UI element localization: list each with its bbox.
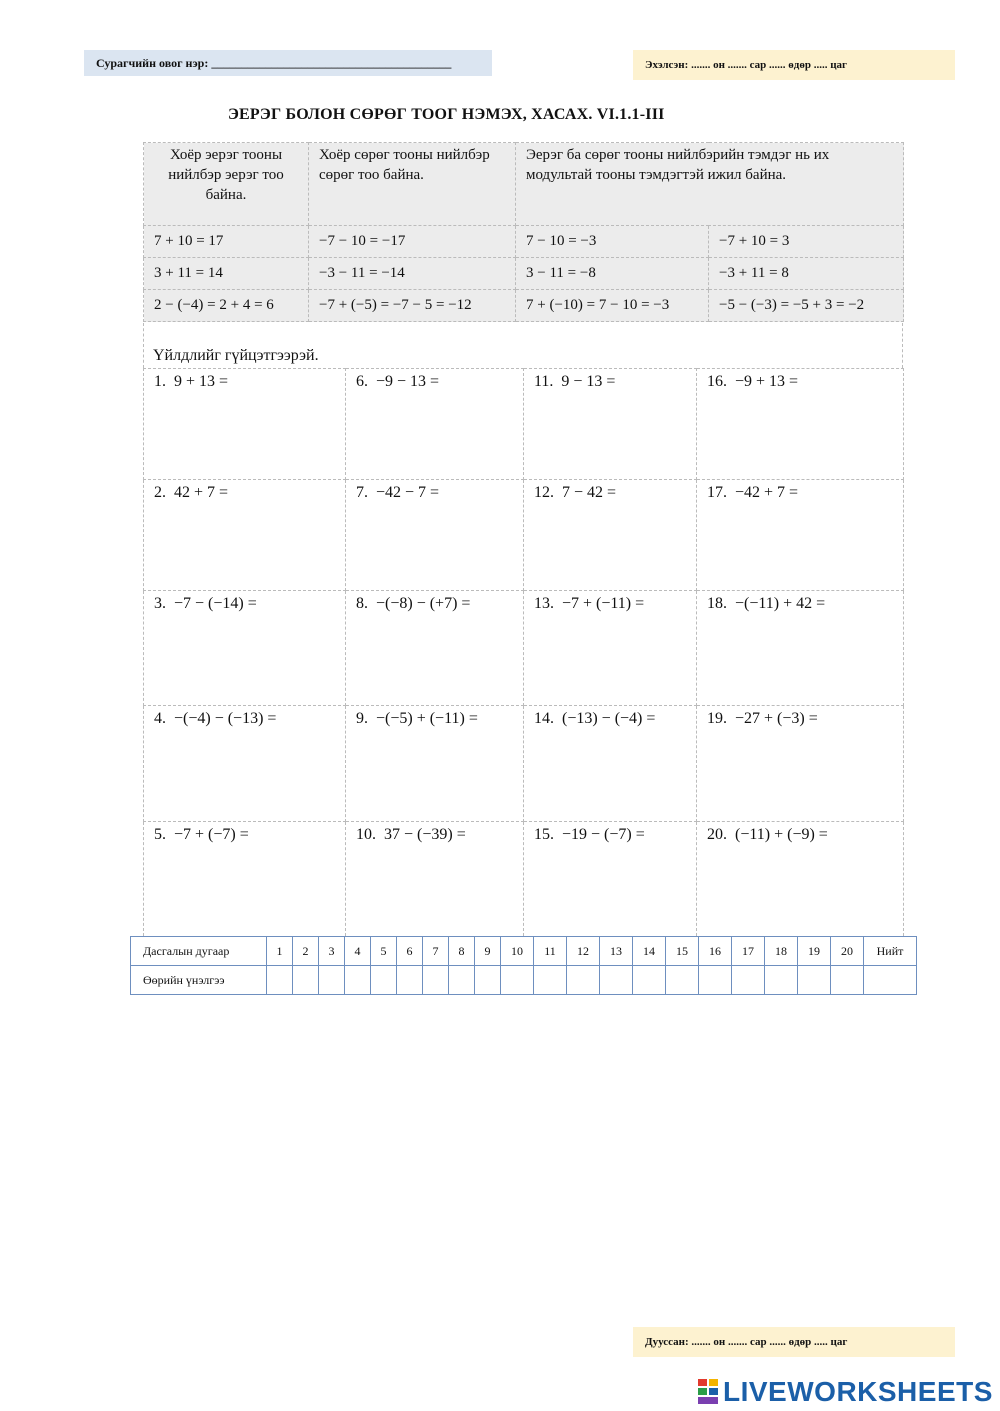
exercise-expression: −(−5) + (−11) = — [376, 710, 478, 727]
exercise-cell[interactable] — [346, 369, 524, 480]
exercise-row — [144, 591, 904, 706]
exercise-expression: −7 + (−11) = — [562, 595, 645, 612]
example-cell: 7 − 10 = −3 — [516, 226, 709, 258]
start-time-box — [633, 50, 955, 80]
student-name-field — [84, 50, 492, 76]
exercise-row — [144, 480, 904, 591]
exercise-number: 4. — [154, 710, 166, 727]
self-assessment-input-cell[interactable] — [666, 966, 699, 995]
end-time-box — [633, 1327, 955, 1357]
exercise-number: 5. — [154, 826, 166, 843]
exercise-expression: (−13) − (−4) = — [562, 710, 656, 727]
exercise-cell[interactable] — [144, 369, 346, 480]
exercise-number-cell: 17 — [732, 937, 765, 966]
self-assessment-table — [130, 936, 917, 995]
exercise-number-cell: 1 — [267, 937, 293, 966]
exercise-cell[interactable] — [697, 706, 904, 822]
example-cell: −7 + 10 = 3 — [709, 226, 904, 258]
exercise-cell[interactable] — [144, 706, 346, 822]
exercise-number: 11. — [534, 373, 554, 390]
exercise-row — [144, 706, 904, 822]
exercise-number: 16. — [707, 373, 727, 390]
exercise-number: 6. — [356, 373, 368, 390]
exercise-number: 15. — [534, 826, 554, 843]
self-assessment-input-cell[interactable] — [534, 966, 567, 995]
exercise-number: 13. — [534, 595, 554, 612]
exercise-expression: −7 − (−14) = — [174, 595, 257, 612]
exercise-number: 18. — [707, 595, 727, 612]
example-cell: 3 − 11 = −8 — [516, 258, 709, 290]
example-cell: 2 − (−4) = 2 + 4 = 6 — [144, 290, 309, 322]
exercise-number: 10. — [356, 826, 376, 843]
exercise-number-cell: 20 — [831, 937, 864, 966]
self-assessment-input-cell[interactable] — [699, 966, 732, 995]
exercise-expression: 42 + 7 = — [174, 484, 229, 501]
logo-text: LIVEWORKSHEETS — [723, 1376, 993, 1407]
exercise-number: 19. — [707, 710, 727, 727]
exercise-number-cell: 11 — [534, 937, 567, 966]
self-assessment-input-cell[interactable] — [423, 966, 449, 995]
exercise-expression: 9 − 13 = — [561, 373, 616, 390]
exercise-expression: −19 − (−7) = — [562, 826, 645, 843]
student-name-label: Сурагчийн овог нэр: ________________________________________ — [96, 56, 452, 70]
rules-table — [143, 142, 904, 322]
self-assessment-input-cell[interactable] — [319, 966, 345, 995]
self-assessment-input-cell[interactable] — [765, 966, 798, 995]
exercise-expression: −(−11) + 42 = — [735, 595, 826, 612]
exercise-row — [144, 822, 904, 936]
exercise-expression: −7 + (−7) = — [174, 826, 249, 843]
self-assessment-input-cell[interactable] — [501, 966, 534, 995]
exercise-cell[interactable] — [144, 822, 346, 936]
example-cell: 7 + 10 = 17 — [144, 226, 309, 258]
logo-icon — [698, 1379, 720, 1405]
self-assessment-input-cell[interactable] — [371, 966, 397, 995]
rule-mixed-sum: Эерэг ба сөрөг тооны нийлбэрийн тэмдэг нь их модультай тооны тэмдэгтэй ижил байна. — [516, 143, 904, 226]
exercise-expression: −27 + (−3) = — [735, 710, 818, 727]
self-assessment-input-cell[interactable] — [864, 966, 917, 995]
example-cell: −3 − 11 = −14 — [309, 258, 516, 290]
self-assessment-label: Өөрийн үнэлгээ — [131, 966, 267, 995]
example-row — [144, 258, 904, 290]
self-assessment-input-cell[interactable] — [567, 966, 600, 995]
exercise-number: 14. — [534, 710, 554, 727]
exercise-number-cell: Нийт — [864, 937, 917, 966]
exercise-number: 3. — [154, 595, 166, 612]
exercise-number-cell: 7 — [423, 937, 449, 966]
page-title: ЭЕРЭГ БОЛОН СӨРӨГ ТООГ НЭМЭХ, ХАСАХ. VI.1.1-III — [228, 106, 665, 123]
exercise-number: 2. — [154, 484, 166, 501]
exercise-expression: 37 − (−39) = — [384, 826, 466, 843]
exercise-expression: 7 − 42 = — [562, 484, 617, 501]
exercise-expression: −42 − 7 = — [376, 484, 440, 501]
exercise-expression: (−11) + (−9) = — [735, 826, 828, 843]
exercise-number: 7. — [356, 484, 368, 501]
exercise-number-cell: 12 — [567, 937, 600, 966]
exercise-cell[interactable] — [144, 480, 346, 591]
rules-header-row — [144, 143, 904, 226]
exercise-cell[interactable] — [697, 591, 904, 706]
self-assessment-input-cell[interactable] — [267, 966, 293, 995]
self-assessment-input-cell[interactable] — [600, 966, 633, 995]
exercise-number-row — [131, 937, 917, 966]
exercise-cell[interactable] — [346, 480, 524, 591]
exercise-number-cell: 9 — [475, 937, 501, 966]
exercise-cell[interactable] — [697, 480, 904, 591]
example-cell: −3 + 11 = 8 — [709, 258, 904, 290]
exercise-expression: −(−4) − (−13) = — [174, 710, 277, 727]
self-assessment-input-cell[interactable] — [397, 966, 423, 995]
exercise-number: 20. — [707, 826, 727, 843]
exercise-number-cell: 19 — [798, 937, 831, 966]
exercise-cell[interactable] — [346, 706, 524, 822]
self-assessment-input-cell[interactable] — [732, 966, 765, 995]
example-row — [144, 290, 904, 322]
exercise-number: 12. — [534, 484, 554, 501]
exercise-number: 1. — [154, 373, 166, 390]
self-assessment-input-cell[interactable] — [293, 966, 319, 995]
end-time-label: Дууссан: ....... он ....... сар ...... өдөр ..... цаг — [645, 1336, 848, 1348]
exercise-number-cell: 6 — [397, 937, 423, 966]
rule-negative-sum: Хоёр сөрөг тооны нийлбэр сөрөг тоо байна. — [309, 143, 516, 226]
exercise-number-cell: 13 — [600, 937, 633, 966]
self-assessment-input-cell[interactable] — [345, 966, 371, 995]
rule-positive-sum: Хоёр эерэг тооны нийлбэр эерэг тоо байна. — [144, 143, 309, 226]
example-cell: −7 + (−5) = −7 − 5 = −12 — [309, 290, 516, 322]
exercise-number-cell: 5 — [371, 937, 397, 966]
exercise-number: 9. — [356, 710, 368, 727]
self-assessment-input-cell[interactable] — [798, 966, 831, 995]
exercise-grid — [143, 368, 904, 936]
exercise-cell[interactable] — [524, 480, 697, 591]
exercise-number-cell: 8 — [449, 937, 475, 966]
exercise-cell[interactable] — [524, 369, 697, 480]
exercise-number: 17. — [707, 484, 727, 501]
exercise-cell[interactable] — [524, 591, 697, 706]
exercise-cell[interactable] — [697, 822, 904, 936]
example-cell: 7 + (−10) = 7 − 10 = −3 — [516, 290, 709, 322]
exercise-number-cell: 15 — [666, 937, 699, 966]
example-cell: −7 − 10 = −17 — [309, 226, 516, 258]
exercise-number: 8. — [356, 595, 368, 612]
self-assessment-row — [131, 966, 917, 995]
exercise-number-cell: 10 — [501, 937, 534, 966]
exercise-number-cell: 2 — [293, 937, 319, 966]
self-assessment-input-cell[interactable] — [831, 966, 864, 995]
exercise-expression: −42 + 7 = — [735, 484, 799, 501]
exercise-cell[interactable] — [346, 822, 524, 936]
exercise-cell[interactable] — [524, 706, 697, 822]
exercise-cell[interactable] — [524, 822, 697, 936]
self-assessment-input-cell[interactable] — [475, 966, 501, 995]
self-assessment-input-cell[interactable] — [449, 966, 475, 995]
instruction-text: Үйлдлийг гүйцэтгээрэй. — [153, 347, 319, 364]
start-time-label: Эхэлсэн: ....... он ....... сар ...... өдөр ..... цаг — [645, 59, 848, 71]
exercise-number-cell: 18 — [765, 937, 798, 966]
exercise-cell[interactable] — [144, 591, 346, 706]
liveworksheets-logo — [698, 1376, 993, 1408]
exercise-number-cell: 3 — [319, 937, 345, 966]
exercise-expression: −(−8) − (+7) = — [376, 595, 471, 612]
exercise-number-cell: 16 — [699, 937, 732, 966]
exercise-expression: 9 + 13 = — [174, 373, 229, 390]
exercise-number-cell: 14 — [633, 937, 666, 966]
example-cell: 3 + 11 = 14 — [144, 258, 309, 290]
exercise-cell[interactable] — [697, 369, 904, 480]
exercise-number-label: Дасгалын дугаар — [131, 937, 267, 966]
exercise-cell[interactable] — [346, 591, 524, 706]
exercise-expression: −9 − 13 = — [376, 373, 440, 390]
self-assessment-input-cell[interactable] — [633, 966, 666, 995]
example-cell: −5 − (−3) = −5 + 3 = −2 — [709, 290, 904, 322]
example-row — [144, 226, 904, 258]
exercise-expression: −9 + 13 = — [735, 373, 799, 390]
exercise-row — [144, 369, 904, 480]
exercise-number-cell: 4 — [345, 937, 371, 966]
